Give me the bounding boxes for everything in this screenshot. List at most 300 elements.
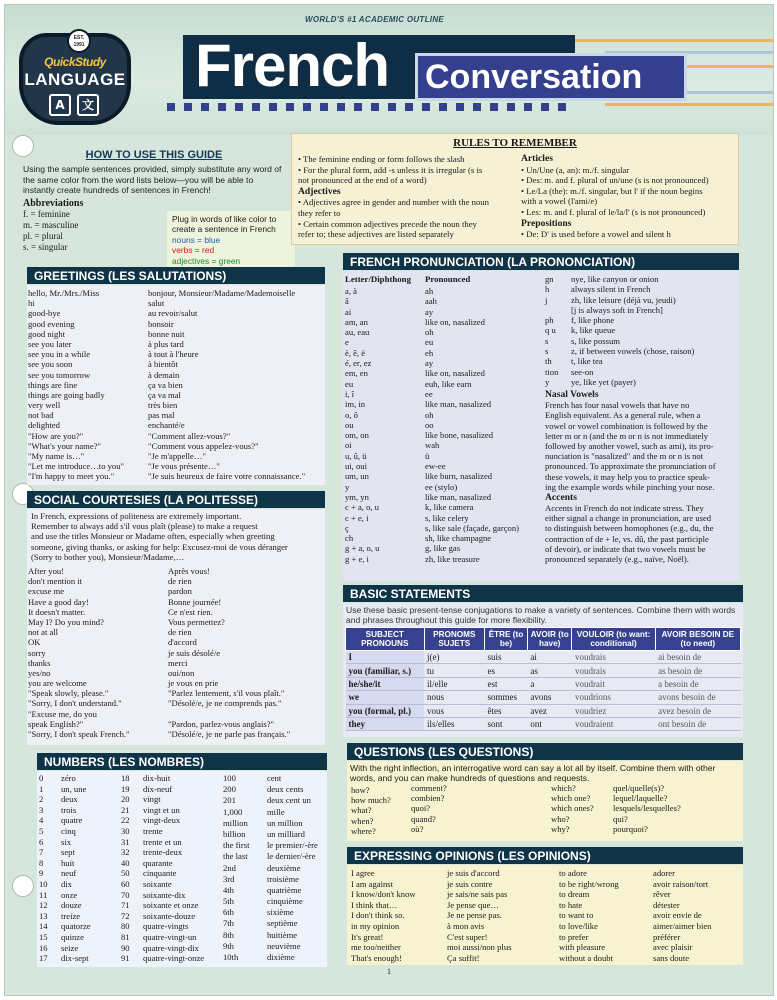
courtesy-row xyxy=(28,658,325,668)
number-row xyxy=(39,932,121,943)
pron-row xyxy=(345,513,545,523)
questions-panel xyxy=(347,761,743,841)
number-row-fr: zéro xyxy=(61,773,76,783)
table-cell: as xyxy=(527,664,572,677)
pron-row-fr: s, like possum xyxy=(571,335,620,346)
conjugation-table xyxy=(345,627,741,731)
number-row-fr: seize xyxy=(61,942,79,953)
greeting-row-fr: bonsoir xyxy=(148,318,174,329)
courtesy-row-fr: Vous permettez? xyxy=(168,616,225,627)
number-row-fr: soixante-dix xyxy=(143,889,186,900)
pron-row-fr: ew-ee xyxy=(425,461,446,472)
number-row xyxy=(39,837,121,848)
greeting-row-en: good-bye xyxy=(28,308,61,319)
number-row-fr: dix-neuf xyxy=(143,783,173,794)
opinion-en: I am against xyxy=(351,878,393,889)
pron-row xyxy=(345,368,545,378)
number-row xyxy=(223,807,327,818)
greeting-row xyxy=(28,410,325,420)
pron-row-en: em, en xyxy=(345,368,368,379)
pron-row-en: e xyxy=(345,337,349,348)
courtesy-row-fr: merci xyxy=(168,657,188,668)
courtesy-row-fr: de rien xyxy=(168,576,192,587)
pron-row-fr: k, like camera xyxy=(425,502,474,513)
number-row xyxy=(223,941,327,952)
question-en: when? xyxy=(351,815,374,826)
quickstudy-logo xyxy=(19,33,131,125)
table-cell: tu xyxy=(424,664,485,677)
decor-dot xyxy=(269,103,277,111)
table-cell: as besoin de xyxy=(655,664,740,677)
number-row xyxy=(121,847,231,858)
greeting-row xyxy=(28,349,325,359)
table-header-cell: PRONOMS SUJETS xyxy=(424,628,485,651)
table-cell: they xyxy=(346,717,425,730)
number-row-fr: sept xyxy=(61,847,75,858)
pron-row-fr: oh xyxy=(425,327,434,338)
number-row-en: billion xyxy=(223,828,246,839)
table-cell: il/elle xyxy=(424,677,485,690)
table-body xyxy=(346,651,741,731)
courtesies-intro xyxy=(27,509,325,564)
decor-dot xyxy=(507,103,515,111)
pron-row-en: th xyxy=(545,356,552,367)
number-row-en: 12 xyxy=(39,900,48,911)
nasal-line: French has four nasal vowels that have no xyxy=(545,400,690,411)
pron-row xyxy=(345,307,545,317)
table-cell: ont xyxy=(527,717,572,730)
decor-dot xyxy=(201,103,209,111)
courtesy-row-fr: de rien xyxy=(168,627,192,638)
number-row-en: 14 xyxy=(39,921,48,932)
number-row-en: the last xyxy=(223,851,248,862)
number-row xyxy=(223,952,327,963)
number-row xyxy=(121,911,231,922)
plug-in-box xyxy=(167,211,295,269)
pron-row-fr: eu xyxy=(425,337,434,348)
table-row xyxy=(346,664,741,677)
number-row-en: 201 xyxy=(223,795,236,806)
number-row-fr: vingt xyxy=(143,794,161,805)
question-en: what? xyxy=(351,805,372,816)
abbr-item: f. = feminine xyxy=(23,209,70,220)
greeting-row-en: "I'm happy to meet you." xyxy=(28,471,115,482)
pron-row xyxy=(345,440,545,450)
number-row-en: 2nd xyxy=(223,862,236,873)
pron-row-en: am, an xyxy=(345,316,368,327)
number-row-fr: soixante et onze xyxy=(143,900,199,911)
rule-line: not pronounced at the end of a word) xyxy=(298,175,427,186)
number-row xyxy=(223,818,327,829)
courtesy-row xyxy=(28,668,325,678)
greeting-row-fr: pas mal xyxy=(148,410,175,421)
pron-row xyxy=(345,294,548,307)
rule-line: • Un/Une (a, an): m./f. singular xyxy=(521,164,630,175)
questions-col-2 xyxy=(411,783,491,834)
greeting-row xyxy=(28,420,325,430)
pron-row-en: ou xyxy=(345,419,354,430)
abbr-title: Abbreviations xyxy=(23,197,84,209)
number-row-en: 9th xyxy=(223,940,234,951)
number-row-fr: quatre-vingt-un xyxy=(143,931,197,942)
number-row-en: 19 xyxy=(121,783,130,794)
opinions-col-4 xyxy=(653,868,741,963)
number-row-en: 3rd xyxy=(223,873,235,884)
table-cell: sont xyxy=(485,717,528,730)
rule-line: • Certain common adjectives precede the noun they xyxy=(298,218,477,229)
number-row-fr: trente xyxy=(143,825,163,836)
courtesy-row-en: sorry xyxy=(28,647,46,658)
table-cell: we xyxy=(346,691,425,704)
courtesy-row-fr: Ce n'est rien. xyxy=(168,606,213,617)
courtesy-row-en: don't mention it xyxy=(28,576,83,587)
opinion-fr: C'est super! xyxy=(447,931,488,942)
question-fr: quoi? xyxy=(411,803,431,814)
pron-row-fr: oo xyxy=(425,419,434,430)
accent-line: Accents in French do not indicate stress. They xyxy=(545,503,704,514)
pron-row-en: o, ô xyxy=(345,409,358,420)
greeting-row-en: delighted xyxy=(28,420,60,431)
pron-row-fr: eh xyxy=(425,347,434,358)
pron-row-fr: f, like phone xyxy=(571,315,615,326)
pron-row-fr: like man, nasalized xyxy=(425,399,492,410)
courtesy-intro-line: and use the titles Monsieur or Madame often, especially when greeting xyxy=(31,531,275,542)
decor-dot xyxy=(354,103,362,111)
numbers-col-2 xyxy=(121,773,231,964)
number-row-en: 71 xyxy=(121,900,130,911)
decor-dot xyxy=(439,103,447,111)
opinion-fr: je suis contre xyxy=(447,878,493,889)
pron-row-fr: like on, nasalized xyxy=(425,316,485,327)
table-header-cell: AVOIR BESOIN DE (to need) xyxy=(655,628,740,651)
decor-dots xyxy=(167,103,566,111)
greeting-row xyxy=(28,441,325,451)
rule-line: • The feminine ending or form follows the slash xyxy=(298,154,465,164)
decor-dot xyxy=(405,103,413,111)
number-row xyxy=(223,863,327,874)
number-row-fr: trente et un xyxy=(143,836,182,847)
rule-line: • Adjectives agree in gender and number with the noun xyxy=(298,197,489,208)
pron-row-en: h xyxy=(545,284,550,295)
plug-adjectives: adjectives = green xyxy=(172,255,241,266)
basic-intro: Use these basic present-tense conjugations to make a variety of sentences. Combine them with words and phrases throughout this guide for more flexibility. xyxy=(346,605,736,626)
question-en: why? xyxy=(551,823,570,834)
table-row xyxy=(346,691,741,704)
pron-row xyxy=(345,420,545,430)
number-row-en: 0 xyxy=(39,773,44,783)
pron-row-en: q u xyxy=(545,325,556,336)
number-row-en: 32 xyxy=(121,847,130,858)
greeting-row-fr: au revoir/salut xyxy=(148,308,198,319)
pron-row-en: s xyxy=(545,335,549,346)
number-row-fr: soixante-douze xyxy=(143,910,196,921)
pron-row-fr: like burn, nasalized xyxy=(425,471,493,482)
pron-row-en: ph xyxy=(545,315,554,326)
basic-panel xyxy=(343,603,743,737)
greeting-row xyxy=(28,451,325,461)
greeting-row-en: see you tomorrow xyxy=(28,369,91,380)
pron-row-en: é, er, ez xyxy=(345,358,372,369)
greeting-row-en: see you soon xyxy=(28,359,73,370)
number-row-en: 3 xyxy=(39,804,44,815)
pron-row-fr: k, like queue xyxy=(571,325,616,336)
pron-row-en: eu xyxy=(345,378,354,389)
question-en: which? xyxy=(551,783,576,793)
number-row xyxy=(39,879,121,890)
opinions-col-3 xyxy=(559,868,649,963)
number-row xyxy=(39,953,121,964)
number-row-fr: sixième xyxy=(267,907,294,918)
logo-brand: QuickStudy xyxy=(44,55,106,69)
opinion-fr: sans doute xyxy=(653,952,690,963)
table-cell: you (formal, pl.) xyxy=(346,704,425,717)
number-row-en: 5 xyxy=(39,825,44,836)
opinion-en: I know/don't know xyxy=(351,889,416,900)
number-row-en: 21 xyxy=(121,804,130,815)
opinion-fr: adorer xyxy=(653,868,675,878)
howto-title: HOW TO USE THIS GUIDE xyxy=(85,149,223,161)
number-row-fr: quatre-vingts xyxy=(143,921,189,932)
number-row-en: 50 xyxy=(121,868,130,879)
adjectives-title: Adjectives xyxy=(298,185,341,197)
rules-left-column xyxy=(298,154,516,240)
nasal-vowels xyxy=(545,389,737,564)
greeting-row-en: good evening xyxy=(28,318,75,329)
number-row xyxy=(39,826,121,837)
pron-row xyxy=(545,377,737,387)
table-header-cell: AVOIR (to have) xyxy=(527,628,572,651)
number-row xyxy=(39,868,121,879)
accents-text xyxy=(545,503,737,564)
courtesy-row xyxy=(28,586,325,596)
table-row xyxy=(346,651,741,664)
number-row-fr: quinze xyxy=(61,931,84,942)
opinion-fr: avoir raison/tort xyxy=(653,878,709,889)
opinion-en: I think that… xyxy=(351,899,398,910)
number-row-en: 100 xyxy=(223,773,236,783)
greeting-row-en: things are fine xyxy=(28,379,78,390)
opinion-fr: à mon avis xyxy=(447,920,485,931)
table-cell: avons xyxy=(527,691,572,704)
question-en: which ones? xyxy=(551,803,594,814)
table-cell: I xyxy=(346,651,425,664)
table-header-cell: ÊTRE (to be) xyxy=(485,628,528,651)
pron-row-en: au, eau xyxy=(345,327,370,338)
pron-row xyxy=(545,315,737,325)
rule-line: • For the plural form, add -s unless it is irregular (s is xyxy=(298,164,483,175)
rule-line: they refer to xyxy=(298,207,341,218)
number-row-fr: mille xyxy=(267,806,285,817)
pron-head-pron: Pronounced xyxy=(425,274,471,284)
greeting-row xyxy=(28,308,325,318)
pron-row-en: g + a, o, u xyxy=(345,543,380,554)
pron-row-fr: s, like sale (façade, garçon) xyxy=(425,522,520,533)
number-row xyxy=(39,773,121,784)
opinion-en: me too/neither xyxy=(351,942,401,953)
courtesy-row-fr: je suis désolé/e xyxy=(168,647,221,658)
number-row-fr: soixante xyxy=(143,878,172,889)
courtesy-row xyxy=(28,688,325,698)
courtesy-row-fr: Après vous! xyxy=(168,566,210,577)
courtesy-row-fr: "Pardon, parlez-vous anglais?" xyxy=(168,718,275,729)
table-cell: voudrais xyxy=(572,664,655,677)
number-row xyxy=(223,918,327,929)
pron-row-en: i, î xyxy=(345,388,355,399)
table-cell: avez xyxy=(527,704,572,717)
number-row-en: 31 xyxy=(121,836,130,847)
courtesy-intro-line: (Sorry to bother you), Monsieur/Madame,… xyxy=(31,551,185,562)
courtesy-row xyxy=(28,597,325,607)
header-band xyxy=(5,5,774,135)
greeting-row-en: see you later xyxy=(28,338,72,349)
pron-row xyxy=(545,295,737,305)
greeting-row xyxy=(28,380,325,390)
number-row xyxy=(121,805,231,816)
opinion-en: It's great! xyxy=(351,931,384,942)
pron-row-en: tion xyxy=(545,366,559,377)
opinion-fr: avec plaisir xyxy=(653,942,693,953)
number-row-fr: dix-sept xyxy=(61,953,89,964)
number-row-fr: un million xyxy=(267,817,303,828)
number-row-fr: quatrième xyxy=(267,884,302,895)
pron-row-fr: z, if between vowels (chose, raison) xyxy=(571,346,695,357)
decor-dot xyxy=(490,103,498,111)
number-row-en: 10th xyxy=(223,952,239,962)
number-row-fr: dixième xyxy=(267,952,295,962)
courtesy-row xyxy=(28,698,325,708)
opinion-fr: Je pense que… xyxy=(447,899,500,910)
table-cell: a xyxy=(527,677,572,690)
pron-row-fr: always silent in French xyxy=(571,284,651,295)
number-row-en: 9 xyxy=(39,868,44,879)
greeting-row-fr: salut xyxy=(148,298,165,309)
pron-row-en: ch xyxy=(345,533,354,544)
pronunciation-left-list xyxy=(345,286,548,564)
courtesy-row-en: May I? Do you mind? xyxy=(28,616,104,627)
courtesy-row-en: "Speak slowly, please." xyxy=(28,688,109,699)
pron-row-en: im, in xyxy=(345,399,366,410)
plug-text: Plug in words of like color to create a sentence in French xyxy=(172,214,277,235)
pron-row-fr: sh, like champagne xyxy=(425,533,492,544)
greeting-row-en: very well xyxy=(28,400,61,411)
opinion-en: I agree xyxy=(351,868,375,878)
language-glyphs-icon xyxy=(49,94,103,118)
question-en: how? xyxy=(351,785,370,795)
greeting-row-fr: enchanté/e xyxy=(148,420,185,431)
question-en: who? xyxy=(551,813,570,824)
pron-row xyxy=(345,337,545,347)
table-cell: he/she/it xyxy=(346,677,425,690)
courtesy-row xyxy=(28,617,325,627)
greeting-row xyxy=(28,298,325,308)
pron-row-fr: oh xyxy=(425,409,434,420)
number-row-fr: septième xyxy=(267,918,298,929)
greeting-row xyxy=(28,319,325,329)
courtesy-intro-line: In French, expressions of politeness are extremely important. xyxy=(31,511,242,521)
number-row-en: 30 xyxy=(121,825,130,836)
abbr-item: s. = singular xyxy=(23,241,68,252)
number-row-fr: vingt-deux xyxy=(143,815,181,826)
greeting-row-en: things are going badly xyxy=(28,389,105,400)
number-row-en: 10 xyxy=(39,878,48,889)
table-cell: avez besoin de xyxy=(655,704,740,717)
table-cell: a besoin de xyxy=(655,677,740,690)
number-row xyxy=(121,921,231,932)
pron-row xyxy=(545,284,737,294)
number-row xyxy=(121,900,231,911)
opinion-fr: moi aussi/non plus xyxy=(447,942,512,953)
pron-row-fr: ü xyxy=(425,450,430,461)
number-row-fr: treize xyxy=(61,910,81,921)
table-header-cell: SUBJECT PRONOUNS xyxy=(346,628,425,651)
question-fr: qui? xyxy=(613,813,628,824)
pron-row-en: c + e, i xyxy=(345,512,369,523)
greeting-row-fr: bonne nuit xyxy=(148,328,185,339)
accent-line: to distinguish between homophones (e.g., du, the xyxy=(545,523,714,534)
pron-row-en: om, on xyxy=(345,430,369,441)
number-row-fr: le dernier/-ère xyxy=(267,851,316,862)
number-row-en: 20 xyxy=(121,794,130,805)
pron-row-fr: like man, nasalized xyxy=(425,491,492,502)
greeting-row-fr: "Comment allez-vous?" xyxy=(148,430,231,441)
opinions-panel xyxy=(347,865,743,965)
number-row-fr: dix xyxy=(61,878,72,889)
logo-est-seal: EST. 1991 xyxy=(67,29,91,53)
number-row xyxy=(39,805,121,816)
pron-row xyxy=(345,327,545,337)
table-cell: voudrions xyxy=(572,691,655,704)
courtesy-row xyxy=(28,719,325,729)
pron-row xyxy=(345,358,545,368)
greeting-row-fr: très bien xyxy=(148,400,178,411)
pron-row-fr: aah xyxy=(425,296,437,307)
question-fr: quel/quelle(s)? xyxy=(613,783,665,793)
number-row xyxy=(39,921,121,932)
decor-dot xyxy=(235,103,243,111)
pron-row-en: j xyxy=(545,294,548,305)
decor-dot xyxy=(558,103,566,111)
number-row-en: 200 xyxy=(223,784,236,795)
courtesy-row-fr: oui/non xyxy=(168,667,195,678)
greeting-row xyxy=(28,329,325,339)
pron-row-fr: ay xyxy=(425,358,434,369)
rule-line: • Le/La (the): m./f. singular, but l' if the noun begins xyxy=(521,185,703,196)
courtesy-row xyxy=(28,648,325,658)
table-cell: vous xyxy=(424,704,485,717)
pron-row-fr: ee (stylo) xyxy=(425,481,458,492)
greetings-panel xyxy=(27,285,325,485)
nasal-line: vowel or vowel combination is followed by the xyxy=(545,420,708,431)
decor-stripe xyxy=(565,39,774,42)
number-row-fr: quarante xyxy=(143,857,173,868)
accent-line: either signal a change in pronunciation, are used xyxy=(545,513,712,524)
greetings-list xyxy=(27,285,325,482)
courtesy-row-en: yes/no xyxy=(28,667,51,678)
pron-row-fr: ah xyxy=(425,286,434,296)
plug-verbs: verbs = red xyxy=(172,245,215,256)
nasal-line: these vowels, it may help you to practice speak- xyxy=(545,471,710,482)
pron-row-en: è, ê, ë xyxy=(345,347,366,358)
number-row xyxy=(121,890,231,901)
pron-row-en: ç xyxy=(345,522,349,533)
courtesy-row-en: not at all xyxy=(28,627,59,638)
question-fr: où? xyxy=(411,823,424,834)
number-row xyxy=(223,829,327,840)
decor-stripe xyxy=(605,103,774,106)
nasal-line: pronounced. To approximate the pronunciation of xyxy=(545,461,716,472)
pron-row xyxy=(345,461,545,471)
pron-head-letter: Letter/Diphthong xyxy=(345,274,411,284)
